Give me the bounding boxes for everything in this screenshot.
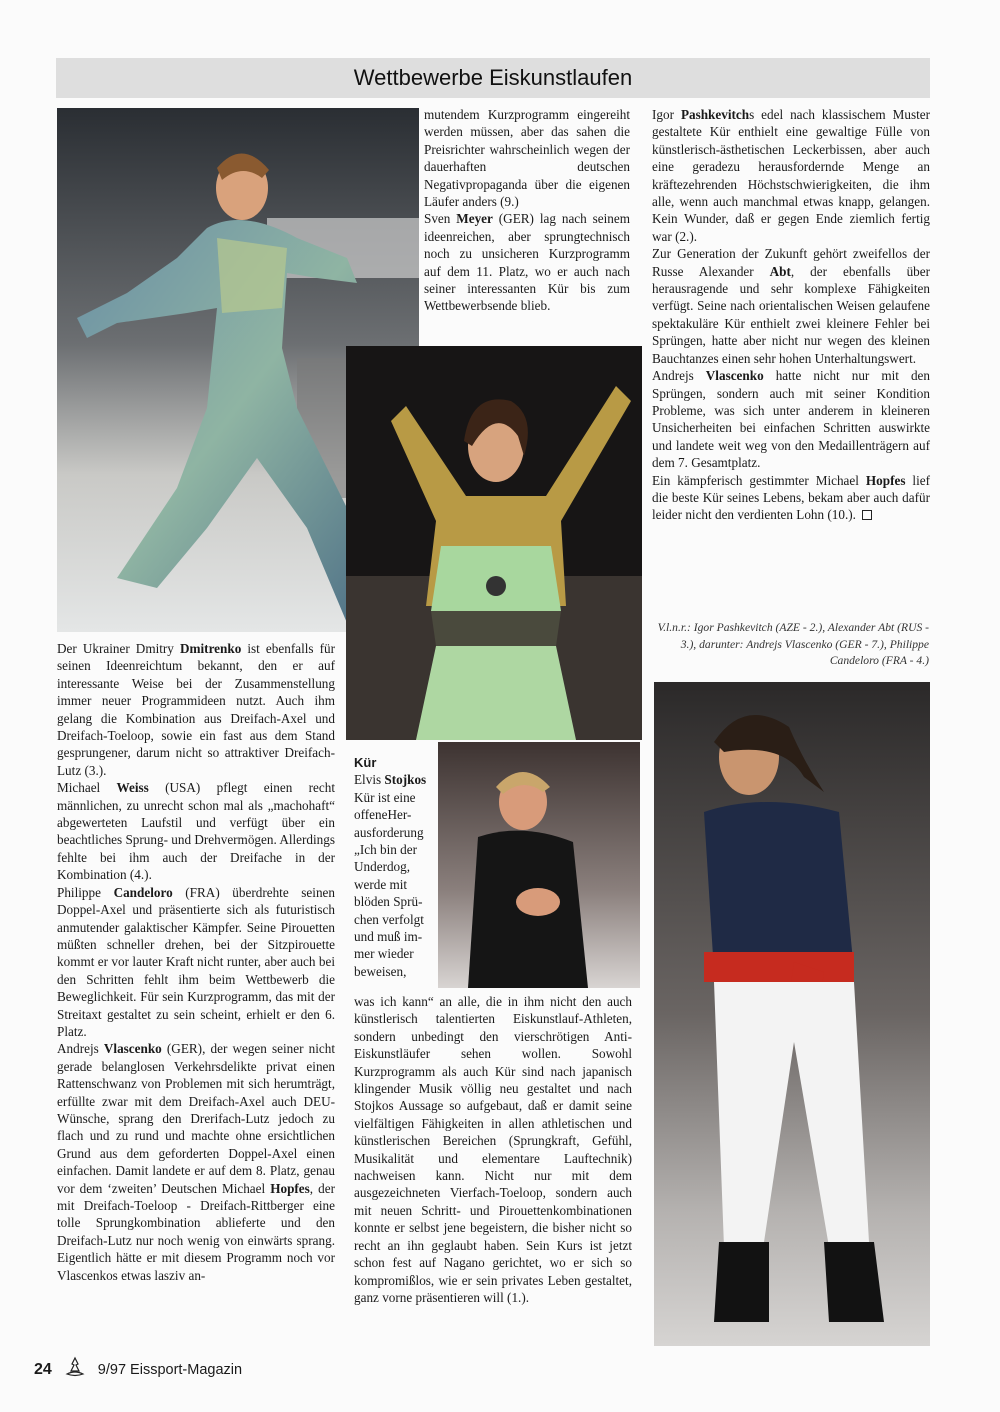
page-footer xyxy=(34,1356,242,1383)
text-column-middle-top xyxy=(424,106,630,315)
kuer-narrow-block xyxy=(354,754,434,980)
kuer-line: mer wieder xyxy=(354,946,414,962)
skater-name-vlascenko: Vlascenko xyxy=(705,368,764,384)
kuer-line: „Ich bin der xyxy=(354,842,417,858)
skater-name-meyer: Meyer xyxy=(456,211,493,227)
paragraph-continuation: mutendem Kurzprogramm eingereiht werden müssen, aber das sahen die Preisrichter wahrscheinlich wegen der dauerhaften deutschen Negativpropaganda über die eigenen Läufer anders (9.) xyxy=(424,107,630,210)
section-title: Wettbewerbe Eiskunstlaufen xyxy=(353,65,633,90)
paragraph-abt: Zur Generation der Zukunft gehört zweifellos der Russe Alexander Abt, der ebenfalls über herausragende und sehr komplexe Fähigkeiten verfügt. Seine nach orientalischen Weisen gelaufene spektakuläre Kür enthielt zwei kleinere Fehler bei Sprüngen, hatte aber nicht nur wegen des kleinen Bauchtanzes einen sehr hohen Unterhaltungswert. xyxy=(652,246,930,366)
section-header xyxy=(56,58,930,98)
paragraph-pashkevitch: Igor Pashkevitchs edel nach klassischem Muster gestaltete Kür enthielt eine gewaltige Fülle von künstlerisch-ästhetischen Leckerbissen, aber auch eine geradezu herausfordernde Menge an kräftezehrenden Höchstschwierigkeiten, die ihm alle, wenn auch manchmal etwas knapp, gelangen. Kein Wunder, daß er gegen Ende ziemlich fertig war (2.). xyxy=(652,107,930,244)
photo-skater-candeloro xyxy=(654,682,930,1346)
paragraph-meyer: Sven Meyer (GER) lag nach seinem ideenreichen, aber sprungtechnisch noch zu unsicheren Kurzprogramm auf dem 11. Platz, wo er auch nach seiner interessanten Kür bis zum Wettbewerbsende blieb. xyxy=(424,211,630,314)
paragraph-vlascenko-free: Andrejs Vlascenko hatte nicht nur mit den Sprüngen, sondern auch mit seiner Kondition Probleme, was sich unter anderem in kleineren Unsicherheiten bei einfachen Schritten auswirkte und landete weit weg von den Medaillenträgern auf dem 7. Gesamtplatz. xyxy=(652,368,930,471)
kuer-line: und muß im- xyxy=(354,929,423,945)
skater-name-hopfes: Hopfes xyxy=(865,472,906,488)
kuer-line: offeneHer- xyxy=(354,807,412,823)
end-of-article-box-icon xyxy=(862,510,872,520)
text-column-left xyxy=(57,640,335,1284)
paragraph-hopfes: Ein kämpferisch gestimmter Michael Hopfes lief die beste Kür seines Lebens, bekam aber auch dafür leider nicht den verdienten Lohn (10.). xyxy=(652,472,931,523)
skater-name-candeloro: Candeloro xyxy=(113,884,173,900)
text-column-middle-bottom xyxy=(354,993,632,1306)
kuer-line: Underdog, xyxy=(354,859,411,875)
skater-name-weiss: Weiss xyxy=(116,780,149,796)
kuer-line: beweisen, xyxy=(354,963,407,979)
kuer-line: werde mit xyxy=(354,876,408,892)
text-column-right xyxy=(652,106,930,524)
skater-name-pashkevitch: Pashkevitch xyxy=(680,107,750,122)
page-number: 24 xyxy=(34,1360,52,1378)
photo-skater-abt xyxy=(346,346,642,740)
kuer-heading: Kür xyxy=(354,755,377,770)
skater-name-vlascenko: Vlascenko xyxy=(103,1041,162,1057)
photo-caption: V.l.n.r.: Igor Pashkevitch (AZE - 2.), Alexander Abt (RUS - 3.), darunter: Andrejs Vlascenko (GER - 7.), Philippe Candeloro (FRA - 4.) xyxy=(657,621,929,667)
skater-name-dmitrenko: Dmitrenko xyxy=(180,641,242,656)
skater-name-stojko: Stojkos xyxy=(384,772,427,788)
paragraph-candeloro: Philippe Candeloro (FRA) überdrehte seinen Doppel-Axel und präsentierte sich als futuristisch anmutender galaktischer Kämpfer. Seine Pirouetten müßten schneller drehen, bei der Sitzpirouette kommt er vor lauter Kraft nicht runter, aber auch bei den Schritten fehlt ihm beim Wettbewerb die Beweglichkeit. Für sein Kurzprogramm, das mit der Streitaxt gestaltet zu sein scheint, erhielt er den 6. Platz. xyxy=(57,884,335,1039)
magazine-issue: 9/97 Eissport-Magazin xyxy=(97,1361,243,1378)
kuer-line: ausforderung xyxy=(354,824,424,840)
skater-name-abt: Abt xyxy=(769,263,791,279)
kuer-line: chen verfolgt xyxy=(354,911,424,927)
paragraph-weiss: Michael Weiss (USA) pflegt einen recht männlichen, zu unrecht schon mal als „machohaft“ abgewerteten Laufstil und verfügt über ein beachtliches Sprung- und Drehvermögen. Allerdings fehlte bei ihm auch der Dreifache in der Kombination (4.). xyxy=(57,780,335,883)
paragraph-stojko: was ich kann“ an alle, die in ihm nicht den auch künstlerisch talentierten Eiskunstlauf-Athleten, sondern unbedingt den vierschrötigen Anti-Eiskunstläufer sehen wollen. Sowohl Kurzprogramm als auch Kür sind nach japanisch klingender Musik völlig neu gestaltet und nach Stojkos Aussage so aufgebaut, daß er damit seine vielfältigen Fähigkeiten in allen athletischen und künstlerischen Bereichen (Sprungkraft, Gefühl, Musikalität und elementare Lauftechnik) nachweisen kann. Nicht nur mit dem ausgezeichneten Vierfach-Toeloop, sondern auch mit neuen Schritt- und Pirouettenkombinationen konnte er selbst jene begeistern, die bisher nicht so recht an ihn geglaubt haben. Sein Kurs ist jetzt schon fest auf Nagano gerichtet, wo er sich so kompromißlos, wie er sein privates Leben gestaltet, ganz vorne präsentieren will (1.). xyxy=(354,994,632,1305)
paragraph-vlascenko-short: Andrejs Vlascenko (GER), der wegen seiner nicht gerade belanglosen Verkehrsdelikte privat einen Rattenschwanz von Problemen mit sich herumträgt, erfüllte zwar mit dem Dreifach-Axel auch DEU-Wünsche, sprang den Drerifach-Lutz jedoch zu flach und zu rund und machte ohne ersichtlichen Grund aus dem geforderten Doppel-Axel einen einfachen. Damit landete er auf dem 8. Platz, genau vor dem ‘zweiten’ Deutschen Michael Hopfes, der mit Dreifach-Toeloop - Dreifach-Rittberger eine tolle Sprungkombination ablieferte und den Dreifach-Lutz nur noch wenig von einwärts sprang. Eigentlich hätte er mit diesem Programm noch vor Vlascenkos etwas lasziv an- xyxy=(57,1041,335,1283)
photo-skater-vlascenko xyxy=(438,742,640,988)
kuer-line: blöden Sprü- xyxy=(354,894,423,910)
paragraph-dmitrenko: Der Ukrainer Dmitry Dmitrenko ist ebenfalls für seinen Ideenreichtum bekannt, den er auf interessante Weise bei der Zusammenstellung immer neuer Programmideen nutzt. Auch ihm gelang die Kombination aus Dreifach-Axel und Dreifach-Toeloop, sowie ein fast aus dem Stand gesprungener, darum nicht so attraktiver Dreifach-Lutz (3.). xyxy=(57,641,335,778)
kuer-first-line: Elvis Stojkos xyxy=(354,772,427,788)
skater-name-hopfes: Hopfes xyxy=(270,1180,310,1196)
skater-logo-icon xyxy=(64,1356,86,1383)
kuer-line: Kür ist eine xyxy=(354,789,416,805)
